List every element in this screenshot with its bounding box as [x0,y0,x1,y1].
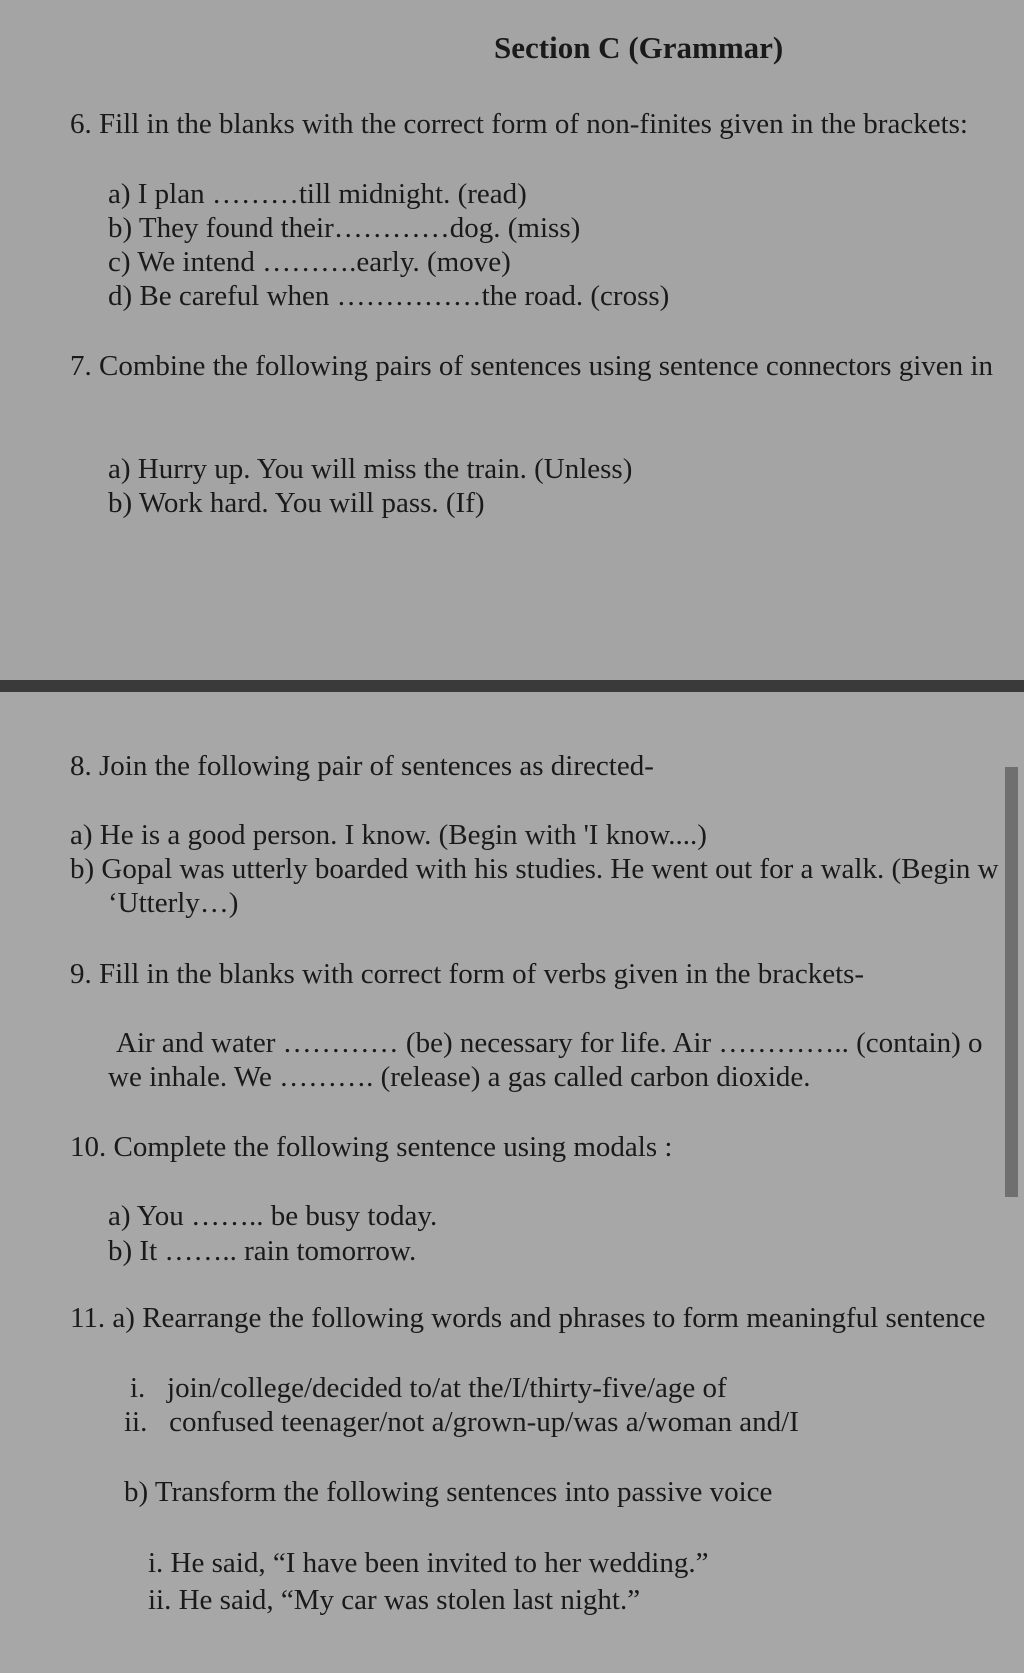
q11-item-a-i: i. join/college/decided to/at the/I/thirty-five/age of [130,1372,727,1404]
q6-item-c: c) We intend ……….early. (move) [108,246,511,278]
q11-prompt-a: 11. a) Rearrange the following words and phrases to form meaningful sentence [70,1302,986,1334]
q11-prompt-b: b) Transform the following sentences into passive voice [124,1476,773,1508]
q10-item-a: a) You …….. be busy today. [108,1200,438,1232]
q8-item-b-continued: ‘Utterly…) [108,887,239,919]
q6-item-a: a) I plan ………till midnight. (read) [108,178,527,210]
q9-line-2: we inhale. We ………. (release) a gas called carbon dioxide. [108,1061,811,1093]
q11-item-a-ii: ii. confused teenager/not a/grown-up/was a/woman and/I [124,1406,799,1438]
q10-prompt: 10. Complete the following sentence using modals : [70,1131,673,1163]
lower-page [0,692,1024,1673]
q6-prompt: 6. Fill in the blanks with the correct form of non-finites given in the brackets: [70,108,968,140]
q7-item-b: b) Work hard. You will pass. (If) [108,487,485,519]
q8-item-a: a) He is a good person. I know. (Begin with 'I know....) [70,819,707,851]
upper-page [0,0,1024,680]
section-title: Section C (Grammar) [494,30,784,65]
q9-prompt: 9. Fill in the blanks with correct form of verbs given in the brackets- [70,958,865,990]
q7-item-a: a) Hurry up. You will miss the train. (Unless) [108,453,633,485]
vertical-scrollbar[interactable] [1005,767,1018,1197]
q9-line-1: Air and water ………… (be) necessary for life. Air ………….. (contain) o [116,1027,983,1059]
q11-item-b-ii: ii. He said, “My car was stolen last night.” [148,1584,641,1616]
q8-prompt: 8. Join the following pair of sentences as directed- [70,750,654,782]
q7-prompt: 7. Combine the following pairs of sentences using sentence connectors given in [70,350,993,382]
q6-item-d: d) Be careful when ……………the road. (cross) [108,280,670,312]
q10-item-b: b) It …….. rain tomorrow. [108,1235,417,1267]
q8-item-b: b) Gopal was utterly boarded with his studies. He went out for a walk. (Begin w [70,853,999,885]
q11-item-b-i: i. He said, “I have been invited to her wedding.” [148,1547,709,1579]
page-divider [0,680,1024,692]
q6-item-b: b) They found their…………dog. (miss) [108,212,581,244]
